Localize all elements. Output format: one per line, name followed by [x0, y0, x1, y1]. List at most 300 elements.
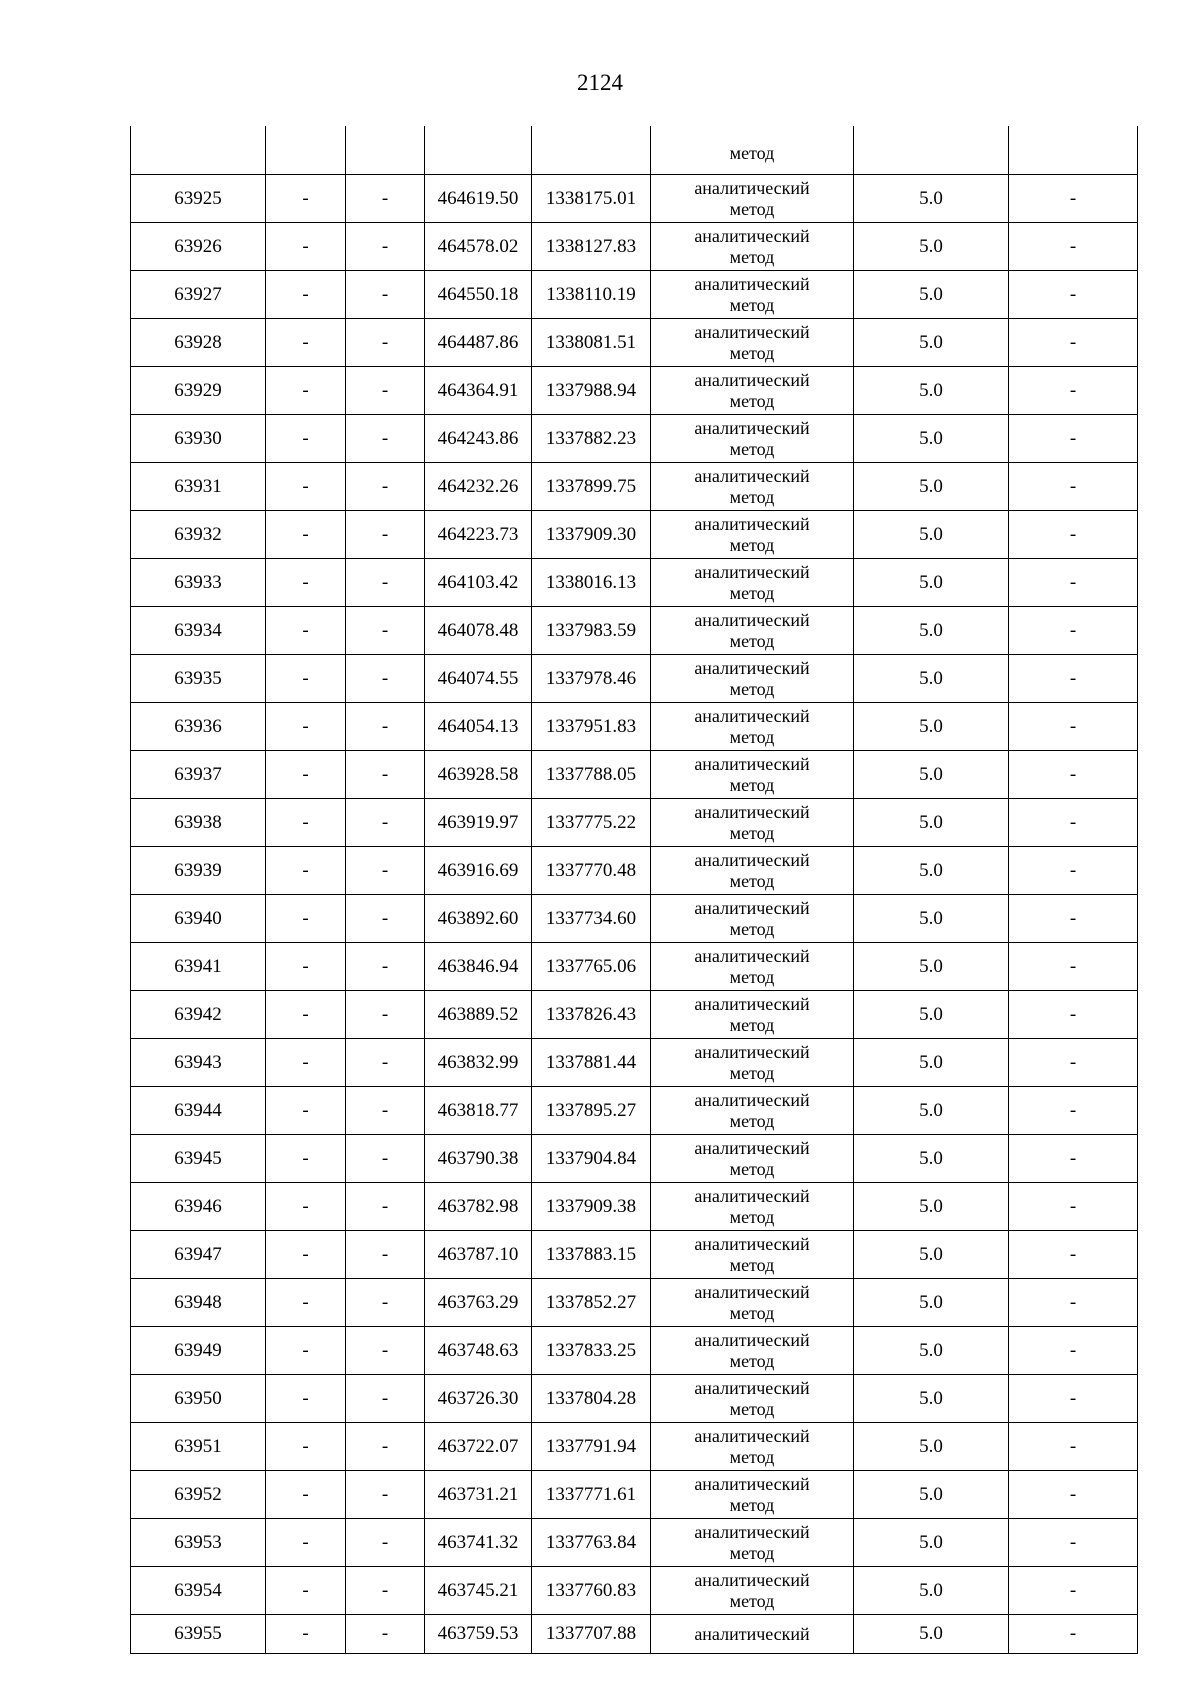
cell-col3: -	[346, 367, 425, 415]
method-line-1: аналитический	[694, 561, 810, 582]
table-row	[131, 655, 1138, 703]
cell-col2: -	[266, 175, 346, 223]
cell-col3: -	[346, 1615, 425, 1654]
method-line-1: аналитический	[694, 417, 810, 438]
cell-x-coordinate: 464074.55	[425, 655, 532, 703]
cell-x-coordinate: 463763.29	[425, 1279, 532, 1327]
cell-y-coordinate: 1338175.01	[532, 175, 651, 223]
method-line-1: аналитический	[694, 465, 810, 486]
cell-col2: -	[266, 1519, 346, 1567]
cell-note: -	[1009, 943, 1138, 991]
cell-method	[651, 607, 854, 655]
cell-note: -	[1009, 1375, 1138, 1423]
cell-x-coordinate: 463818.77	[425, 1087, 532, 1135]
cell-note: -	[1009, 1183, 1138, 1231]
method-line-2: метод	[729, 1254, 775, 1275]
cell-method	[651, 1567, 854, 1615]
cell-point-id: 63945	[131, 1135, 266, 1183]
cell-point-id: 63942	[131, 991, 266, 1039]
cell-note: -	[1009, 1567, 1138, 1615]
cell-col2: -	[266, 1423, 346, 1471]
method-line-2: метод	[729, 1494, 775, 1515]
cell-point-id: 63926	[131, 223, 266, 271]
method-line-1: аналитический	[694, 1623, 810, 1644]
cell-x-coordinate: 463846.94	[425, 943, 532, 991]
cell-method	[651, 847, 854, 895]
cell-note: -	[1009, 991, 1138, 1039]
cell-note: -	[1009, 1615, 1138, 1654]
cell-col3: -	[346, 1135, 425, 1183]
cell-note: -	[1009, 1423, 1138, 1471]
cell-accuracy: 5.0	[854, 319, 1009, 367]
table-row	[131, 1519, 1138, 1567]
method-line-2: метод	[729, 582, 775, 603]
method-line-2: метод	[729, 1110, 775, 1131]
cell-empty	[532, 126, 651, 175]
cell-note: -	[1009, 1279, 1138, 1327]
cell-accuracy: 5.0	[854, 1183, 1009, 1231]
cell-point-id: 63936	[131, 703, 266, 751]
cell-accuracy: 5.0	[854, 463, 1009, 511]
table-row	[131, 463, 1138, 511]
cell-method	[651, 991, 854, 1039]
cell-y-coordinate: 1337882.23	[532, 415, 651, 463]
cell-x-coordinate: 464054.13	[425, 703, 532, 751]
method-line-1: аналитический	[694, 1185, 810, 1206]
cell-col3: -	[346, 511, 425, 559]
cell-col3: -	[346, 943, 425, 991]
cell-col3: -	[346, 1471, 425, 1519]
table-row	[131, 1279, 1138, 1327]
cell-method	[651, 1135, 854, 1183]
cell-point-id: 63947	[131, 1231, 266, 1279]
cell-col3: -	[346, 1039, 425, 1087]
cell-x-coordinate: 463892.60	[425, 895, 532, 943]
table-row	[131, 607, 1138, 655]
cell-method	[651, 943, 854, 991]
method-line-1: аналитический	[694, 657, 810, 678]
method-line-2: метод	[729, 390, 775, 411]
cell-x-coordinate: 464578.02	[425, 223, 532, 271]
table-row	[131, 1087, 1138, 1135]
method-line-1: аналитический	[694, 1377, 810, 1398]
cell-y-coordinate: 1337765.06	[532, 943, 651, 991]
method-line-1: аналитический	[694, 1569, 810, 1590]
cell-col3: -	[346, 415, 425, 463]
cell-point-id: 63941	[131, 943, 266, 991]
cell-x-coordinate: 463832.99	[425, 1039, 532, 1087]
cell-note: -	[1009, 319, 1138, 367]
cell-note: -	[1009, 271, 1138, 319]
cell-accuracy: 5.0	[854, 1471, 1009, 1519]
cell-x-coordinate: 463790.38	[425, 1135, 532, 1183]
cell-accuracy: 5.0	[854, 1615, 1009, 1654]
cell-y-coordinate: 1337770.48	[532, 847, 651, 895]
cell-col3: -	[346, 847, 425, 895]
cell-method	[651, 799, 854, 847]
cell-accuracy: 5.0	[854, 271, 1009, 319]
cell-accuracy: 5.0	[854, 1231, 1009, 1279]
cell-accuracy: 5.0	[854, 943, 1009, 991]
cell-accuracy: 5.0	[854, 559, 1009, 607]
cell-accuracy: 5.0	[854, 1087, 1009, 1135]
cell-col2: -	[266, 799, 346, 847]
cell-method	[651, 463, 854, 511]
table-body	[131, 126, 1138, 1654]
cell-col2: -	[266, 463, 346, 511]
cell-accuracy: 5.0	[854, 1519, 1009, 1567]
cell-point-id: 63935	[131, 655, 266, 703]
cell-note: -	[1009, 847, 1138, 895]
cell-note: -	[1009, 895, 1138, 943]
cell-x-coordinate: 464078.48	[425, 607, 532, 655]
cell-note: -	[1009, 415, 1138, 463]
cell-y-coordinate: 1337909.38	[532, 1183, 651, 1231]
cell-note: -	[1009, 655, 1138, 703]
page-number: 2124	[577, 70, 623, 95]
method-line-1: аналитический	[694, 1233, 810, 1254]
cell-col3: -	[346, 703, 425, 751]
cell-x-coordinate: 463726.30	[425, 1375, 532, 1423]
cell-accuracy: 5.0	[854, 511, 1009, 559]
cell-col2: -	[266, 607, 346, 655]
table-row	[131, 223, 1138, 271]
cell-note: -	[1009, 559, 1138, 607]
cell-note: -	[1009, 175, 1138, 223]
cell-col2: -	[266, 655, 346, 703]
cell-point-id: 63949	[131, 1327, 266, 1375]
cell-note: -	[1009, 1231, 1138, 1279]
cell-note: -	[1009, 1327, 1138, 1375]
method-line-2: метод	[729, 486, 775, 507]
cell-col2: -	[266, 1135, 346, 1183]
cell-point-id: 63933	[131, 559, 266, 607]
table-row	[131, 367, 1138, 415]
cell-y-coordinate: 1337775.22	[532, 799, 651, 847]
cell-y-coordinate: 1338127.83	[532, 223, 651, 271]
cell-y-coordinate: 1338110.19	[532, 271, 651, 319]
cell-point-id: 63928	[131, 319, 266, 367]
cell-method	[651, 703, 854, 751]
cell-col2: -	[266, 1615, 346, 1654]
cell-point-id: 63955	[131, 1615, 266, 1654]
cell-empty	[425, 126, 532, 175]
cell-col3: -	[346, 1567, 425, 1615]
cell-note: -	[1009, 463, 1138, 511]
cell-point-id: 63951	[131, 1423, 266, 1471]
cell-col3: -	[346, 175, 425, 223]
cell-note: -	[1009, 223, 1138, 271]
cell-col2: -	[266, 943, 346, 991]
cell-method-continuation: метод	[651, 126, 854, 175]
method-line-2: метод	[729, 294, 775, 315]
cell-accuracy: 5.0	[854, 1039, 1009, 1087]
cell-method	[651, 319, 854, 367]
method-line-2: метод	[729, 918, 775, 939]
cell-method	[651, 223, 854, 271]
cell-point-id: 63929	[131, 367, 266, 415]
cell-y-coordinate: 1337833.25	[532, 1327, 651, 1375]
cell-x-coordinate: 464223.73	[425, 511, 532, 559]
cell-accuracy: 5.0	[854, 751, 1009, 799]
table-row	[131, 1039, 1138, 1087]
method-line-1: аналитический	[694, 1329, 810, 1350]
cell-col2: -	[266, 1567, 346, 1615]
method-line-2: метод	[729, 1302, 775, 1323]
cell-col2: -	[266, 1279, 346, 1327]
cell-accuracy: 5.0	[854, 1327, 1009, 1375]
cell-method	[651, 367, 854, 415]
cell-note: -	[1009, 1519, 1138, 1567]
table-row	[131, 1375, 1138, 1423]
cell-point-id: 63953	[131, 1519, 266, 1567]
cell-col2: -	[266, 1087, 346, 1135]
cell-col3: -	[346, 991, 425, 1039]
cell-col2: -	[266, 1471, 346, 1519]
cell-point-id: 63940	[131, 895, 266, 943]
method-line-2: метод	[729, 726, 775, 747]
cell-empty	[1009, 126, 1138, 175]
method-line-1: аналитический	[694, 1089, 810, 1110]
cell-y-coordinate: 1337804.28	[532, 1375, 651, 1423]
method-line-2: метод	[729, 1206, 775, 1227]
cell-note: -	[1009, 1471, 1138, 1519]
cell-accuracy: 5.0	[854, 175, 1009, 223]
cell-y-coordinate: 1337791.94	[532, 1423, 651, 1471]
method-line-1: аналитический	[694, 1281, 810, 1302]
cell-method	[651, 175, 854, 223]
cell-col2: -	[266, 1039, 346, 1087]
cell-y-coordinate: 1337763.84	[532, 1519, 651, 1567]
cell-y-coordinate: 1337951.83	[532, 703, 651, 751]
cell-y-coordinate: 1337788.05	[532, 751, 651, 799]
table-row	[131, 559, 1138, 607]
cell-y-coordinate: 1337978.46	[532, 655, 651, 703]
table-row	[131, 847, 1138, 895]
cell-col2: -	[266, 415, 346, 463]
table-row	[131, 415, 1138, 463]
method-line-2: метод	[729, 774, 775, 795]
cell-accuracy: 5.0	[854, 415, 1009, 463]
cell-x-coordinate: 463889.52	[425, 991, 532, 1039]
cell-col3: -	[346, 655, 425, 703]
cell-x-coordinate: 463782.98	[425, 1183, 532, 1231]
cell-note: -	[1009, 703, 1138, 751]
cell-x-coordinate: 463745.21	[425, 1567, 532, 1615]
table-row	[131, 1231, 1138, 1279]
cell-col2: -	[266, 319, 346, 367]
cell-x-coordinate: 464487.86	[425, 319, 532, 367]
cell-method	[651, 1471, 854, 1519]
cell-col3: -	[346, 1423, 425, 1471]
method-line-1: аналитический	[694, 753, 810, 774]
cell-point-id: 63925	[131, 175, 266, 223]
cell-col3: -	[346, 1279, 425, 1327]
table-row	[131, 1615, 1138, 1654]
cell-y-coordinate: 1338081.51	[532, 319, 651, 367]
cell-x-coordinate: 464243.86	[425, 415, 532, 463]
cell-note: -	[1009, 1135, 1138, 1183]
cell-col2: -	[266, 271, 346, 319]
cell-y-coordinate: 1337983.59	[532, 607, 651, 655]
cell-col3: -	[346, 1375, 425, 1423]
cell-note: -	[1009, 751, 1138, 799]
cell-y-coordinate: 1337988.94	[532, 367, 651, 415]
cell-note: -	[1009, 367, 1138, 415]
method-line-1: аналитический	[694, 1137, 810, 1158]
cell-empty	[266, 126, 346, 175]
method-line-2: метод	[729, 630, 775, 651]
coordinates-table	[130, 126, 1138, 1654]
cell-x-coordinate: 463731.21	[425, 1471, 532, 1519]
cell-method	[651, 1279, 854, 1327]
method-line-1: аналитический	[694, 609, 810, 630]
cell-col3: -	[346, 271, 425, 319]
cell-col3: -	[346, 223, 425, 271]
cell-point-id: 63930	[131, 415, 266, 463]
method-line-1: аналитический	[694, 225, 810, 246]
table-row	[131, 799, 1138, 847]
cell-col2: -	[266, 559, 346, 607]
cell-method	[651, 1327, 854, 1375]
cell-y-coordinate: 1337895.27	[532, 1087, 651, 1135]
method-line-2: метод	[729, 342, 775, 363]
method-line-1: аналитический	[694, 945, 810, 966]
method-line-2: метод	[729, 1158, 775, 1179]
cell-x-coordinate: 463748.63	[425, 1327, 532, 1375]
method-line-1: аналитический	[694, 321, 810, 342]
cell-col3: -	[346, 1327, 425, 1375]
method-line-2: метод	[729, 1014, 775, 1035]
cell-y-coordinate: 1337707.88	[532, 1615, 651, 1654]
cell-y-coordinate: 1337760.83	[532, 1567, 651, 1615]
cell-col3: -	[346, 799, 425, 847]
method-line-2: метод	[729, 678, 775, 699]
cell-method	[651, 655, 854, 703]
cell-empty	[346, 126, 425, 175]
cell-note: -	[1009, 511, 1138, 559]
cell-accuracy: 5.0	[854, 991, 1009, 1039]
method-line-1: аналитический	[694, 897, 810, 918]
cell-method	[651, 1423, 854, 1471]
cell-col2: -	[266, 847, 346, 895]
table-row	[131, 1471, 1138, 1519]
method-line-1: аналитический	[694, 1041, 810, 1062]
cell-col3: -	[346, 895, 425, 943]
cell-accuracy: 5.0	[854, 367, 1009, 415]
cell-y-coordinate: 1337883.15	[532, 1231, 651, 1279]
cell-col3: -	[346, 1231, 425, 1279]
cell-accuracy: 5.0	[854, 703, 1009, 751]
cell-x-coordinate: 464619.50	[425, 175, 532, 223]
cell-accuracy: 5.0	[854, 1135, 1009, 1183]
cell-x-coordinate: 463916.69	[425, 847, 532, 895]
cell-method	[651, 1039, 854, 1087]
cell-y-coordinate: 1337909.30	[532, 511, 651, 559]
cell-point-id: 63938	[131, 799, 266, 847]
cell-x-coordinate: 463741.32	[425, 1519, 532, 1567]
method-line-1: аналитический	[694, 273, 810, 294]
table-row	[131, 991, 1138, 1039]
cell-col2: -	[266, 1327, 346, 1375]
cell-method	[651, 1615, 854, 1654]
method-line-1: аналитический	[694, 849, 810, 870]
cell-x-coordinate: 463759.53	[425, 1615, 532, 1654]
cell-col3: -	[346, 607, 425, 655]
cell-point-id: 63944	[131, 1087, 266, 1135]
method-line-1: аналитический	[694, 513, 810, 534]
cell-y-coordinate: 1337881.44	[532, 1039, 651, 1087]
cell-accuracy: 5.0	[854, 847, 1009, 895]
cell-col2: -	[266, 895, 346, 943]
cell-method	[651, 1183, 854, 1231]
table-row	[131, 511, 1138, 559]
method-line-2: метод	[729, 822, 775, 843]
cell-point-id: 63946	[131, 1183, 266, 1231]
cell-note: -	[1009, 1087, 1138, 1135]
cell-method	[651, 1231, 854, 1279]
cell-x-coordinate: 464232.26	[425, 463, 532, 511]
cell-y-coordinate: 1337899.75	[532, 463, 651, 511]
method-line-1: аналитический	[694, 1473, 810, 1494]
cell-y-coordinate: 1338016.13	[532, 559, 651, 607]
cell-col2: -	[266, 991, 346, 1039]
cell-col2: -	[266, 511, 346, 559]
cell-col3: -	[346, 751, 425, 799]
cell-empty	[854, 126, 1009, 175]
cell-method	[651, 1375, 854, 1423]
method-line-1: аналитический	[694, 177, 810, 198]
method-line-1: аналитический	[694, 801, 810, 822]
table-row	[131, 1135, 1138, 1183]
method-line-1: аналитический	[694, 705, 810, 726]
table-row	[131, 895, 1138, 943]
method-line-2: метод	[729, 198, 775, 219]
cell-x-coordinate: 463928.58	[425, 751, 532, 799]
cell-accuracy: 5.0	[854, 1279, 1009, 1327]
cell-col2: -	[266, 1375, 346, 1423]
method-line-1: аналитический	[694, 1521, 810, 1542]
cell-x-coordinate: 463722.07	[425, 1423, 532, 1471]
cell-accuracy: 5.0	[854, 607, 1009, 655]
method-line-1: аналитический	[694, 1425, 810, 1446]
cell-method	[651, 511, 854, 559]
cell-accuracy: 5.0	[854, 1375, 1009, 1423]
method-line-2: метод	[729, 966, 775, 987]
table-row	[131, 1423, 1138, 1471]
cell-note: -	[1009, 1039, 1138, 1087]
cell-accuracy: 5.0	[854, 655, 1009, 703]
method-line-1: аналитический	[694, 369, 810, 390]
method-line-2: метод	[729, 1062, 775, 1083]
cell-x-coordinate: 464103.42	[425, 559, 532, 607]
method-line-2: метод	[729, 246, 775, 267]
method-line-1: аналитический	[694, 993, 810, 1014]
cell-accuracy: 5.0	[854, 223, 1009, 271]
cell-col3: -	[346, 1087, 425, 1135]
cell-col3: -	[346, 463, 425, 511]
cell-method	[651, 751, 854, 799]
table-row	[131, 1327, 1138, 1375]
cell-point-id: 63931	[131, 463, 266, 511]
table-row	[131, 319, 1138, 367]
table-row	[131, 751, 1138, 799]
cell-method	[651, 271, 854, 319]
table-row	[131, 703, 1138, 751]
cell-y-coordinate: 1337771.61	[532, 1471, 651, 1519]
cell-accuracy: 5.0	[854, 895, 1009, 943]
cell-point-id: 63937	[131, 751, 266, 799]
